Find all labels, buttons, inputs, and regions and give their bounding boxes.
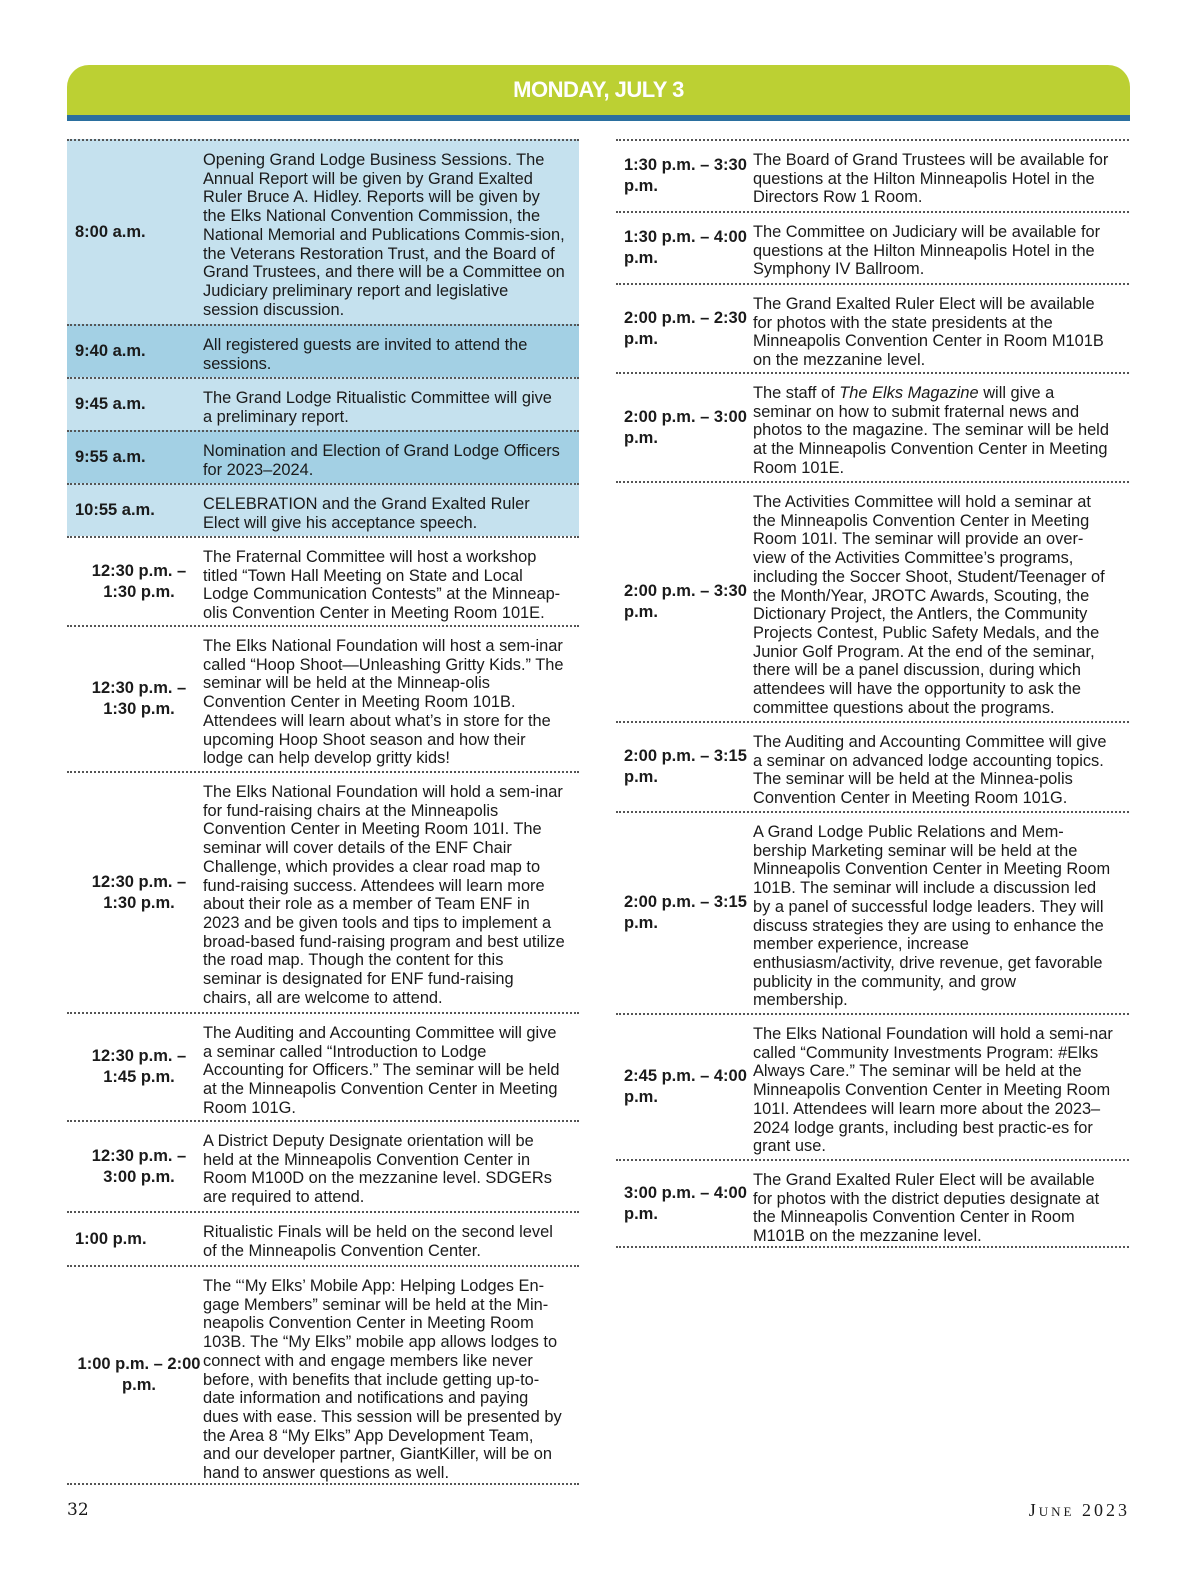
- event-time: 8:00 a.m.: [75, 223, 146, 241]
- schedule-row: [616, 139, 1129, 211]
- schedule-row: [67, 771, 579, 1012]
- event-description: Ritualistic Finals will be held on the second level of the Minneapolis Convention Center.: [203, 1223, 553, 1260]
- schedule-row: [616, 372, 1129, 481]
- schedule-row: [67, 324, 579, 377]
- event-description: A District Deputy Designate orientation will be held at the Minneapolis Convention Center in Room M100D on the mezzanine level. SDGERs are required to attend.: [203, 1132, 552, 1207]
- schedule-row: [616, 1159, 1129, 1248]
- schedule-row: [616, 211, 1129, 283]
- event-time: 10:55 a.m.: [75, 501, 155, 519]
- event-time: 1:30 p.m. – 4:00 p.m.: [624, 228, 747, 267]
- schedule-row: [67, 483, 579, 536]
- schedule-row: [616, 1013, 1129, 1159]
- event-time: 9:40 a.m.: [75, 342, 146, 360]
- schedule-row: [67, 1265, 579, 1485]
- event-description: All registered guests are invited to attend the sessions.: [203, 336, 528, 373]
- schedule-right-column: [616, 139, 1129, 1248]
- event-time: 9:45 a.m.: [75, 395, 146, 413]
- day-banner: [67, 65, 1130, 115]
- event-description: The Elks National Foundation will hold a sem-inar for fund-raising chairs at the Minneapolis Convention Center in Meeting Room 101I. The seminar will cover details of the ENF Chair Challenge, which provides a clear road map to fund-raising success. Attendees will learn more about their role as a member of Team ENF in 2023 and be given tools and tips to implement a broad-based fund-raising program and best utilize the road map. Though the content for this seminar is designated for ENF fund-raising chairs, all are welcome to attend.: [203, 783, 565, 1007]
- event-description: The Grand Lodge Ritualistic Committee will give a preliminary report.: [203, 389, 552, 426]
- event-time: 2:00 p.m. – 2:30 p.m.: [624, 308, 747, 348]
- event-description: CELEBRATION and the Grand Exalted Ruler Elect will give his acceptance speech.: [203, 495, 530, 532]
- event-time: 12:30 p.m. – 1:45 p.m.: [91, 1047, 187, 1086]
- banner-divider: [67, 115, 1130, 121]
- event-description: The Grand Exalted Ruler Elect will be available for photos with the district deputies designate at the Minneapolis Convention Center in Room M101B on the mezzanine level.: [753, 1171, 1100, 1246]
- event-time: 2:00 p.m. – 3:00 p.m.: [624, 407, 747, 447]
- schedule-row: [67, 139, 579, 324]
- event-description: The “‘My Elks’ Mobile App: Helping Lodges En-gage Members” seminar will be held at the Min-neapolis Convention Center in Meeting Room 103B. The “My Elks” mobile app allows lodges to connect with and engage members like never before, with benefits that include getting up-to-date information and notifications and paying dues with ease. This session will be presented by the Area 8 “My Elks” App Development Team, and our developer partner, GiantKiller, will be on hand to answer questions as well.: [203, 1277, 562, 1483]
- desc-text: will give a seminar on how to submit fraternal news and photos to the magazine. The seminar will be held at the Minneapolis Convention Center in Meeting Room 101E.: [753, 384, 1109, 477]
- event-time: 1:30 p.m. – 3:30 p.m.: [624, 156, 747, 195]
- event-description: The Auditing and Accounting Committee will give a seminar called “Introduction to Lodge Accounting for Officers.” The seminar will be held at the Minneapolis Convention Center in Meeting Room 101G.: [203, 1024, 560, 1117]
- schedule-left-column: [67, 139, 579, 1485]
- event-time: 1:00 p.m. – 2:00 p.m.: [77, 1355, 201, 1394]
- page-number: 32: [67, 1500, 89, 1520]
- event-time: 2:00 p.m. – 3:30 p.m.: [624, 582, 747, 621]
- event-description: A Grand Lodge Public Relations and Mem-bership Marketing seminar will be held at the Minneapolis Convention Center in Meeting Room 101B. The seminar will include a discussion led by a panel of successful lodge leaders. They will discuss strategies they are using to enhance the member experience, increase enthusiasm/activity, drive revenue, get favorable publicity in the community, and grow membership.: [753, 823, 1111, 1010]
- schedule-row: [67, 1012, 579, 1120]
- event-time: 1:00 p.m.: [75, 1229, 147, 1248]
- event-time: 12:30 p.m. – 1:30 p.m.: [91, 561, 187, 601]
- event-description: The Fraternal Committee will host a workshop titled “Town Hall Meeting on State and Local Lodge Communication Contests” at the Minneap-olis Convention Center in Meeting Room 101E.: [203, 548, 561, 623]
- schedule-row: [616, 811, 1129, 1013]
- event-time: 12:30 p.m. – 1:30 p.m.: [91, 872, 187, 912]
- event-time: 2:00 p.m. – 3:15 p.m.: [624, 893, 747, 932]
- schedule-row: [67, 536, 579, 625]
- event-time: 2:00 p.m. – 3:15 p.m.: [624, 747, 747, 786]
- event-description: The Activities Committee will hold a seminar at the Minneapolis Convention Center in Meeting Room 101I. The seminar will provide an over-view of the Activities Committee’s programs, including the Soccer Shoot, Student/Teenager of the Month/Year, JROTC Awards, Scouting, the Dictionary Project, the Antlers, the Community Projects Contest, Public Safety Medals, and the Junior Golf Program. At the end of the seminar, there will be a panel discussion, during which attendees will have the opportunity to ask the committee questions about the programs.: [753, 493, 1105, 717]
- event-description: The Auditing and Accounting Committee will give a seminar on advanced lodge accounting topics. The seminar will be held at the Minnea-polis Convention Center in Meeting Room 101G.: [753, 733, 1107, 808]
- magazine-title: The Elks Magazine: [839, 384, 979, 402]
- event-description: Opening Grand Lodge Business Sessions. The Annual Report will be given by Grand Exalted Ruler Bruce A. Hidley. Reports will be given by the Elks National Convention Commission, the National Memorial and Publications Commis-sion, the Veterans Restoration Trust, and the Board of Grand Trustees, and there will be a Committee on Judiciary preliminary report and legislative session discussion.: [203, 151, 565, 319]
- event-time: 12:30 p.m. – 3:00 p.m.: [91, 1146, 187, 1186]
- event-description: The Board of Grand Trustees will be available for questions at the Hilton Minneapolis Hotel in the Directors Row 1 Room.: [753, 151, 1109, 207]
- event-time: 3:00 p.m. – 4:00 p.m.: [624, 1183, 747, 1223]
- event-description: The Committee on Judiciary will be available for questions at the Hilton Minneapolis Hotel in the Symphony IV Ballroom.: [753, 223, 1101, 279]
- schedule-row: [616, 283, 1129, 372]
- schedule-row: [616, 481, 1129, 721]
- event-description: The Elks National Foundation will hold a semi-nar called “Community Investments Program: #Elks Always Care.” The seminar will be held at the Minneapolis Convention Center in Meeting Room 101I. Attendees will learn more about the 2023–2024 lodge grants, including best practic-es for grant use.: [753, 1025, 1113, 1156]
- event-description: Nomination and Election of Grand Lodge Officers for 2023–2024.: [203, 442, 560, 479]
- schedule-row: [67, 430, 579, 483]
- event-time: 9:55 a.m.: [75, 448, 146, 466]
- schedule-row: [616, 721, 1129, 811]
- event-description: The Elks National Foundation will host a sem-inar called “Hoop Shoot—Unleashing Gritty Kids.” The seminar will be held at the Minneap-olis Convention Center in Meeting Room 101B. Attendees will learn about what’s in store for the upcoming Hoop Shoot season and how their lodge can help develop gritty kids!: [203, 637, 564, 768]
- event-time: 12:30 p.m. – 1:30 p.m.: [91, 679, 187, 718]
- desc-text: The staff of: [753, 384, 840, 402]
- event-description: [753, 374, 1129, 481]
- day-title: MONDAY, JULY 3: [513, 77, 684, 102]
- event-description: The Grand Exalted Ruler Elect will be available for photos with the state presidents at the Minneapolis Convention Center in Room M101B on the mezzanine level.: [753, 295, 1104, 370]
- event-time: 2:45 p.m. – 4:00 p.m.: [624, 1067, 747, 1106]
- schedule-row: [67, 1211, 579, 1265]
- schedule-row: [67, 625, 579, 771]
- issue-date: June 2023: [1028, 1500, 1130, 1520]
- schedule-row: [67, 377, 579, 430]
- schedule-row: [67, 1120, 579, 1211]
